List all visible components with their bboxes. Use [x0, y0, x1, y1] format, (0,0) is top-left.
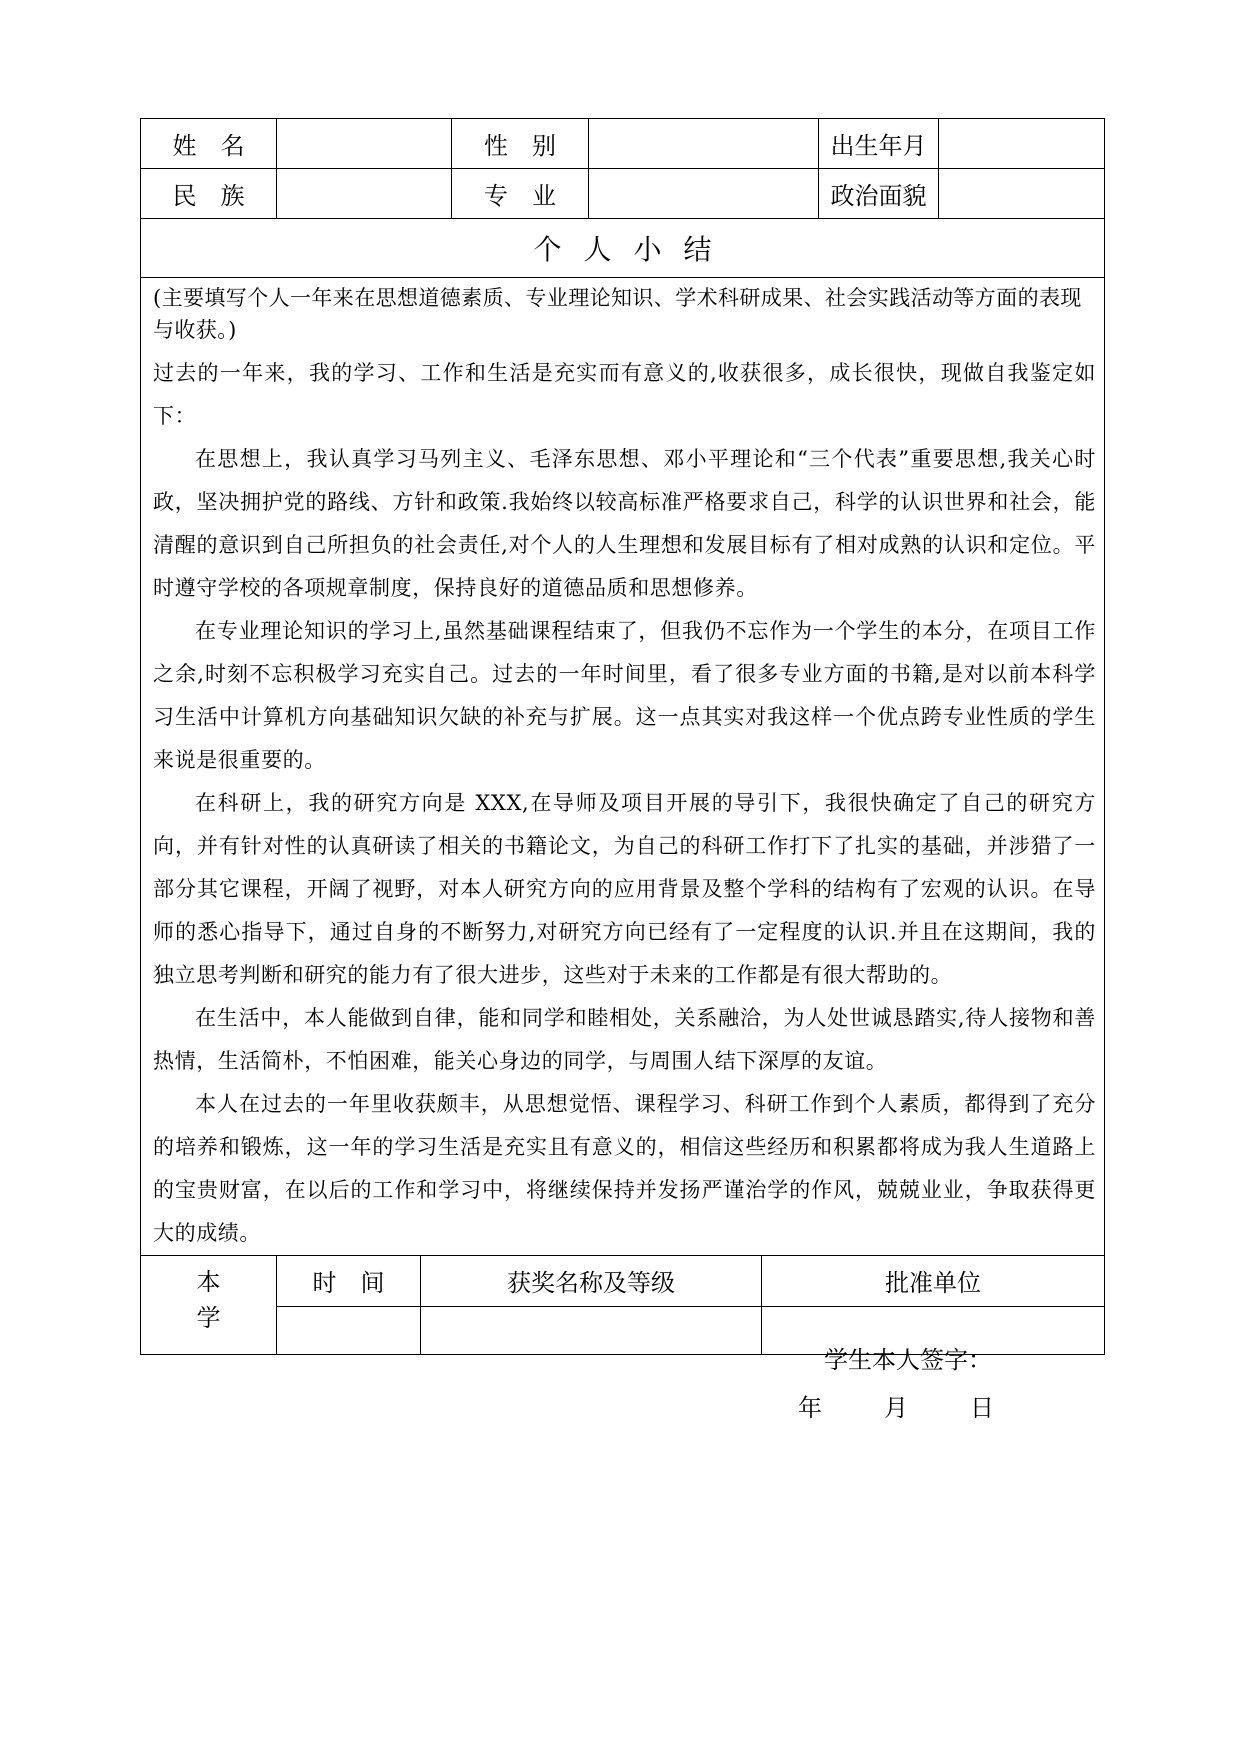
awards-time-header: 时 间 — [277, 1255, 421, 1306]
gender-label: 性 别 — [452, 119, 589, 169]
name-label: 姓 名 — [141, 119, 277, 169]
signature-label: 学生本人签字： — [824, 1346, 992, 1374]
instructions-text: (主要填写个人一年来在思想道德素质、专业理论知识、学术科研成果、社会实践活动等方面的表现与收获。) — [153, 286, 1082, 342]
intro-paragraph: 过去的一年来，我的学习、工作和生活是充实而有意义的,收获很多，成长很快，现做自我鉴定如下： — [153, 361, 1096, 428]
ethnicity-label: 民 族 — [141, 169, 277, 219]
paragraph-conclusion: 本人在过去的一年里收获颇丰，从思想觉悟、课程学习、科研工作到个人素质，都得到了充分的培养和锻炼，这一年的学习生活是充实且有意义的，相信这些经历和积累都将成为我人生道路上的宝贵财富，在以后的工作和学习中，将继续保持并发扬严谨治学的作风，兢兢业业，争取获得更大的成绩。 — [153, 1092, 1096, 1245]
awards-time-cell[interactable] — [277, 1306, 421, 1354]
date-day: 日 — [970, 1394, 994, 1422]
date-month: 月 — [884, 1394, 908, 1422]
paragraph-research: 在科研上，我的研究方向是 XXX,在导师及项目开展的导引下，我很快确定了自己的研究方向，并有针对性的认真研读了相关的书籍论文，为自己的科研工作打下了扎实的基础，并涉猎了一部分其它课程，开阔了视野，对本人研究方向的应用背景及整个学科的结构有了宏观的认识。在导师的悉心指导下，通过自身的不断努力,对研究方向已经有了一定程度的认识.并且在这期间，我的独立思考判断和研究的能力有了很大进步，这些对于未来的工作都是有很大帮助的。 — [153, 791, 1096, 987]
ethnicity-field[interactable] — [277, 169, 452, 219]
political-field[interactable] — [939, 169, 1105, 219]
political-label: 政治面貌 — [819, 169, 939, 219]
paragraph-thought: 在思想上，我认真学习马列主义、毛泽东思想、邓小平理论和“三个代表”重要思想,我关心时政，坚决拥护党的路线、方针和政策.我始终以较高标准严格要求自己，科学的认识世界和社会，能清醒的意识到自己所担负的社会责任,对个人的人生理想和发展目标有了相对成熟的认识和定位。平时遵守学校的各项规章制度，保持良好的道德品质和思想修养。 — [153, 447, 1096, 600]
awards-name-header: 获奖名称及等级 — [421, 1255, 762, 1306]
paragraph-life: 在生活中，本人能做到自律，能和同学和睦相处，关系融洽，为人处世诚恳踏实,待人接物和善热情，生活简朴，不怕困难，能关心身边的同学，与周围人结下深厚的友谊。 — [153, 1006, 1096, 1073]
paragraph-study: 在专业理论知识的学习上,虽然基础课程结束了，但我仍不忘作为一个学生的本分，在项目工作之余,时刻不忘积极学习充实自己。过去的一年时间里，看了很多专业方面的书籍,是对以前本科学习生活中计算机方向基础知识欠缺的补充与扩展。这一点其实对我这样一个优点跨专业性质的学生来说是很重要的。 — [153, 619, 1096, 772]
date-year: 年 — [798, 1394, 822, 1422]
birth-field[interactable] — [939, 119, 1105, 169]
gender-field[interactable] — [589, 119, 819, 169]
form-sheet — [140, 118, 1104, 1422]
awards-side-label: 本 学 — [141, 1255, 277, 1354]
major-label: 专 业 — [452, 169, 589, 219]
name-field[interactable] — [277, 119, 452, 169]
date-line — [798, 1388, 994, 1423]
awards-approver-header: 批准单位 — [762, 1255, 1105, 1306]
awards-name-cell[interactable] — [421, 1306, 762, 1354]
birth-label: 出生年月 — [819, 119, 939, 169]
major-field[interactable] — [589, 169, 819, 219]
section-title: 个人小结 — [141, 219, 1105, 278]
